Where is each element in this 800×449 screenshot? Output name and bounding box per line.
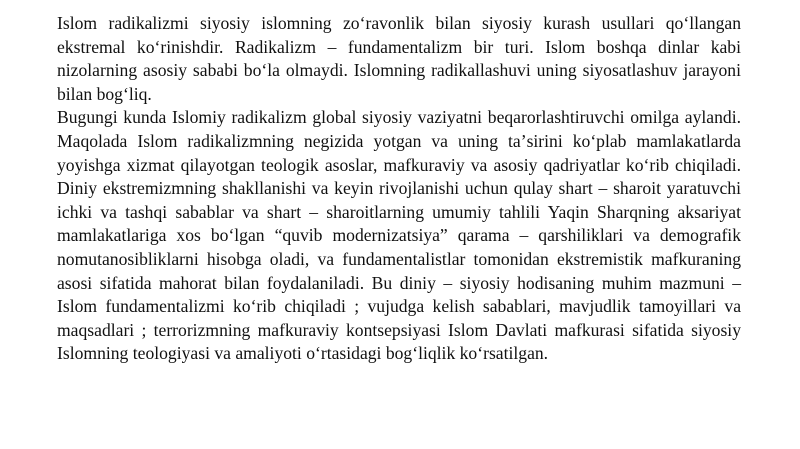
paragraph-1: Islom radikalizmi siyosiy islomning zoʻravonlik bilan siyosiy kurash usullari qoʻllangan ekstremal koʻrinishdir. Radikalizm – fundamentalizm bir turi. Islom boshqa dinlar kabi nizolarning asosiy sababi boʻla olmaydi. Islomning radikallashuvi uning siyosatlashuv jarayoni bilan bogʻliq.	[57, 13, 741, 104]
paragraph-2: Bugungi kunda Islomiy radikalizm global siyosiy vaziyatni beqarorlashtiruvchi omilga aylandi. Maqolada Islom radikalizmning negizida yotgan va uning taʼsirini koʻplab mamlakatlarda yoyishga xizmat qilayotgan teologik asoslar, mafkuraviy va asosiy qadriyatlar koʻrib chiqiladi. Diniy ekstremizmning shakllanishi va keyin rivojlanishi uchun qulay shart – sharoit yaratuvchi ichki va tashqi sabablar va shart – sharoitlarning umumiy tahlili Yaqin Sharqning aksariyat mamlakatlariga xos boʻlgan “quvib modernizatsiya” qarama – qarshiliklari va demografik nomutanosibliklarni hisobga oladi, va fundamentalistlar tomonidan ekstremistik mafkuraning asosi sifatida mahorat bilan foydalaniladi. Bu diniy – siyosiy hodisaning muhim mazmuni – Islom fundamentalizmi koʻrib chiqiladi ; vujudga kelish sabablari, mavjudlik tamoyillari va maqsadlari ; terrorizmning mafkuraviy kontsepsiyasi Islom Davlati mafkurasi sifatida siyosiy Islomning teologiyasi va amaliyoti oʻrtasidagi bogʻliqlik koʻrsatilgan.	[57, 107, 741, 364]
document-body	[57, 12, 741, 366]
